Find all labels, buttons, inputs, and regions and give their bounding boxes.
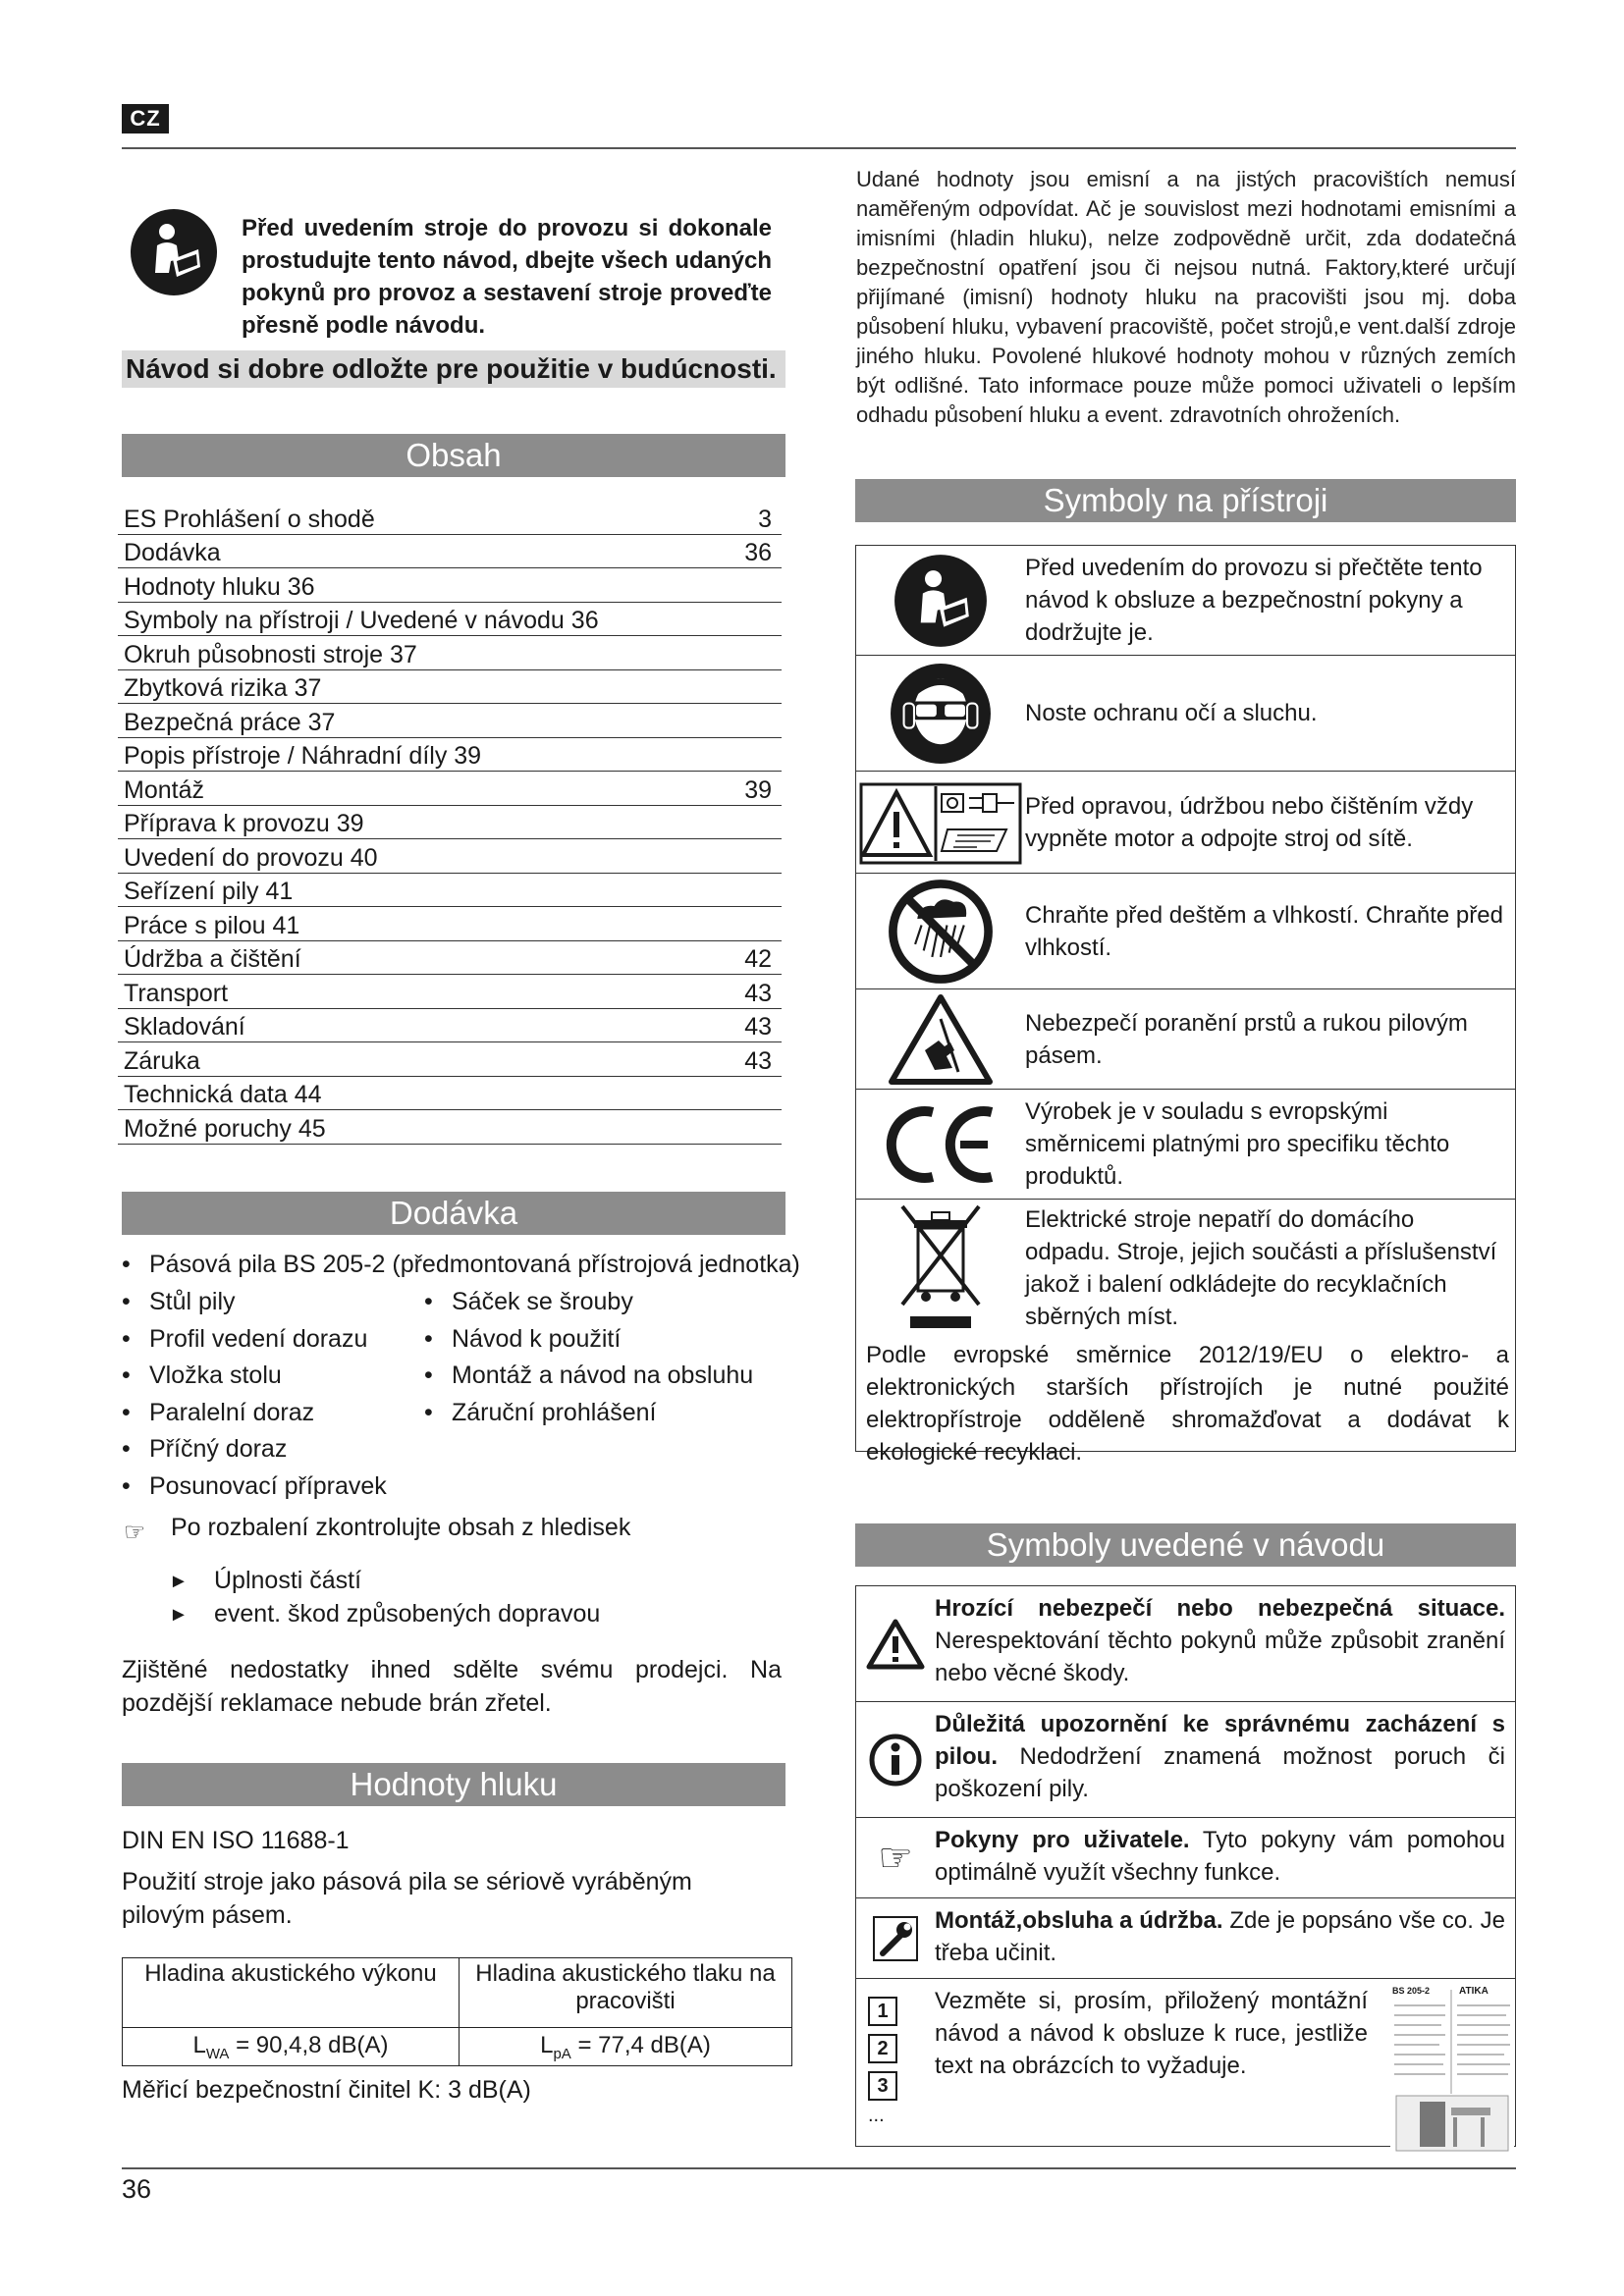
eye-ear-protection-icon xyxy=(856,656,1025,771)
device-symbols-table xyxy=(855,545,1516,1466)
step-numbers xyxy=(856,1979,935,2146)
check-item: event. škod způsobených dopravou xyxy=(214,1600,601,1628)
toc-row xyxy=(118,603,782,637)
arrow-bullet-icon: ► xyxy=(169,1571,189,1592)
emission-note: Udané hodnoty jsou emisní a na jistých pracovištích nemusí naměřeným odpovídat. Ač je souvislost mezi hodnotami emisními a imisními (hladin hluku), nelze zodpovědně určit, zda dodatečná bezpečnostní opatření jsou či nejsou nutná. Faktory,které určují přijímané (imisní) hodnoty hluku na pracovišti jsou mj. doba působení hluku, vybavení pracoviště, počet strojů,e vent.další zdroje jiného hluku. Povolené hlukové hodnoty mohou v různých zemích být odlišné. Tato informace pouze může pomoci uživateli o lepším odhadu působení hluku a event. zdravotních ohroženích. xyxy=(856,167,1516,427)
toc-row xyxy=(118,941,782,976)
toc-label: Záruka xyxy=(124,1046,200,1075)
symbol-row xyxy=(856,874,1515,989)
toc-page: 36 xyxy=(744,539,772,566)
step-number-box: 2 xyxy=(868,2034,897,2063)
delivery-item: • Paralelní doraz xyxy=(149,1395,314,1432)
warning-triangle-icon xyxy=(856,1586,935,1701)
delivery-item: • Posunovací přípravek xyxy=(149,1468,387,1506)
device-symbols-title: Symboly na přístroji xyxy=(855,479,1516,522)
toc-page: 39 xyxy=(744,775,772,804)
toc-row xyxy=(118,568,782,603)
toc-row xyxy=(118,501,782,535)
hand-injury-warning-icon xyxy=(856,989,1025,1089)
booklet-brand: ATIKA xyxy=(1459,1986,1489,1997)
symbol-row xyxy=(856,546,1515,656)
wrench-icon xyxy=(856,1898,935,1978)
symbol-row xyxy=(856,1090,1515,1200)
hand-pointer-icon: ☞ xyxy=(878,1836,913,1880)
toc-page: 43 xyxy=(744,979,772,1007)
toc-label: Zbytková rizika 37 xyxy=(124,674,322,702)
manual-booklet-thumbnail xyxy=(1390,1986,1514,2153)
symbol-text: Výrobek je v souladu s evropskými směrnicemi platnými pro specifiku těchto produktů. xyxy=(1025,1098,1450,1190)
no-rain-icon xyxy=(856,874,1025,988)
manual-symbol-text: Pokyny pro uživatele. Tyto pokyny vám pomohou optimálně využít všechny funkce. xyxy=(935,1827,1505,1886)
toc-label: Seřízení pily 41 xyxy=(124,878,294,905)
toc-row xyxy=(118,1110,782,1145)
toc-label: Uvedení do provozu 40 xyxy=(124,843,378,872)
symbol-text: Elektrické stroje nepatří do domácího odpadu. Stroje, jejich součásti a příslušenství jakož i balení odkládejte do recyklačních sběrných míst. xyxy=(1025,1206,1497,1330)
info-icon xyxy=(856,1702,935,1817)
manual-symbol-text: Důležitá upozornění ke správnému zacházení s pilou. Nedodržení znamená možnost poruch či poškození pily. xyxy=(935,1711,1505,1802)
toc-row xyxy=(118,704,782,738)
language-badge: CZ xyxy=(122,104,169,133)
toc-label: Symboly na přístroji / Uvedené v návodu 36 xyxy=(124,607,599,634)
toc-row xyxy=(118,806,782,840)
toc-label: Příprava k provozu 39 xyxy=(124,810,364,837)
symbol-text: Chraňte před deštěm a vlhkostí. Chraňte před vlhkostí. xyxy=(1025,901,1503,961)
symbol-text: Nebezpečí poranění prstů a rukou pilovým pásem. xyxy=(1025,1009,1468,1069)
toc-list xyxy=(118,501,782,1145)
step-number-box: 3 xyxy=(868,2071,897,2101)
noise-standard: DIN EN ISO 11688-1 xyxy=(122,1827,350,1854)
header-divider xyxy=(122,147,1516,149)
toc-label: Možné poruchy 45 xyxy=(124,1114,326,1143)
symbol-row xyxy=(856,1200,1515,1466)
delivery-item: • Profil vedení dorazu xyxy=(149,1321,367,1359)
toc-label: Montáž xyxy=(124,775,204,804)
weee-bin-icon xyxy=(856,1200,1025,1337)
toc-row xyxy=(118,636,782,670)
ce-mark-icon xyxy=(856,1090,1025,1199)
noise-title: Hodnoty hluku xyxy=(122,1763,785,1806)
noise-safety-factor: Měřicí bezpečnostní činitel K: 3 dB(A) xyxy=(122,2076,531,2104)
manual-symbol-text: Montáž,obsluha a údržba. Zde je popsáno vše co. Je třeba učinit. xyxy=(935,1907,1505,1966)
toc-row xyxy=(118,907,782,941)
booklet-model: BS 205-2 xyxy=(1392,1986,1431,1996)
recycling-note: Podle evropské směrnice 2012/19/EU o elektro- a elektronických starších přístrojích je nutné použité elektropřístroje odděleně shromažďovat a dodávat k ekologické recyklaci. xyxy=(866,1342,1509,1466)
toc-row xyxy=(118,670,782,705)
toc-label: Bezpečná práce 37 xyxy=(124,708,336,736)
toc-label: Technická data 44 xyxy=(124,1081,322,1108)
symbol-row xyxy=(856,989,1515,1090)
toc-row xyxy=(118,1042,782,1077)
symbol-text: Před uvedením do provozu si přečtěte tento návod k obsluze a bezpečnostní pokyny a dodržujte je. xyxy=(1025,555,1483,646)
assembly-note: Vezměte si, prosím, přiložený montážní návod a návod k obsluze k ruce, jestliže text na obrázcích to vyžaduje. xyxy=(935,1988,1368,2079)
toc-row xyxy=(118,1009,782,1043)
noise-lwa-value: $L_{WA} = 90,4,8$ dB(A) xyxy=(123,2028,460,2066)
toc-page: 42 xyxy=(744,945,772,973)
delivery-item: • Pásová pila BS 205-2 (předmontovaná přístrojová jednotka) xyxy=(149,1247,800,1284)
toc-label: Okruh působnosti stroje 37 xyxy=(124,640,417,668)
toc-row xyxy=(118,535,782,569)
toc-page: 3 xyxy=(758,505,772,533)
toc-row xyxy=(118,874,782,908)
toc-row xyxy=(118,738,782,773)
toc-label: Popis přístroje / Náhradní díly 39 xyxy=(124,742,482,770)
delivery-item: • Vložka stolu xyxy=(149,1358,282,1395)
delivery-item: • Sáček se šrouby xyxy=(452,1284,633,1321)
hand-pointer-icon: ☞ xyxy=(124,1519,146,1546)
step-ellipsis: ... xyxy=(868,2105,885,2126)
toc-label: Hodnoty hluku 36 xyxy=(124,572,315,601)
read-manual-icon xyxy=(130,208,218,296)
footer-divider xyxy=(122,2167,1516,2169)
delivery-item: • Příčný doraz xyxy=(149,1431,287,1468)
toc-row xyxy=(118,772,782,806)
unplug-before-maintenance-icon xyxy=(856,772,1025,873)
symbol-text: Před opravou, údržbou nebo čištěním vždy vypněte motor a odpojte stroj od sítě. xyxy=(1025,792,1474,852)
arrow-bullet-icon: ► xyxy=(169,1604,189,1626)
toc-row xyxy=(118,975,782,1009)
check-note: Po rozbalení zkontrolujte obsah z hledisek xyxy=(171,1514,631,1541)
toc-page: 43 xyxy=(744,1013,772,1041)
toc-title: Obsah xyxy=(122,434,785,477)
defects-note: Zjištěné nedostatky ihned sdělte svému prodejci. Na pozdější reklamace nebude brán zřetel. xyxy=(122,1656,782,1717)
delivery-title: Dodávka xyxy=(122,1192,785,1235)
symbol-text: Noste ochranu očí a sluchu. xyxy=(1025,700,1318,726)
manual-symbols-title: Symboly uvedené v návodu xyxy=(855,1523,1516,1567)
check-item: Úplnosti částí xyxy=(214,1567,362,1594)
toc-label: ES Prohlášení o shodě xyxy=(124,505,375,533)
toc-page: 43 xyxy=(744,1046,772,1075)
delivery-item: • Montáž a návod na obsluhu xyxy=(452,1358,753,1395)
noise-usage: Použití stroje jako pásová pila se sériově vyráběným pilovým pásem. xyxy=(122,1868,692,1929)
manual-symbol-row xyxy=(856,1586,1515,1702)
noise-table xyxy=(122,1957,792,2066)
toc-label: Transport xyxy=(124,979,229,1007)
keep-manual-note: Návod si dobre odložte pre použitie v budúcnosti. xyxy=(122,350,785,388)
toc-label: Práce s pilou 41 xyxy=(124,911,300,939)
symbol-row xyxy=(856,772,1515,874)
read-manual-icon xyxy=(856,546,1025,655)
delivery-item: • Stůl pily xyxy=(149,1284,236,1321)
delivery-item: • Návod k použití xyxy=(452,1321,621,1359)
toc-label: Skladování xyxy=(124,1013,245,1041)
toc-row xyxy=(118,839,782,874)
toc-row xyxy=(118,1077,782,1111)
toc-label: Údržba a čištění xyxy=(124,945,301,973)
delivery-item: • Záruční prohlášení xyxy=(452,1395,656,1432)
manual-symbol-text: Hrozící nebezpečí nebo nebezpečná situace. Nerespektování těchto pokynů může způsobit zranění nebo věcné škody. xyxy=(935,1595,1505,1686)
manual-symbol-row xyxy=(856,1818,1515,1898)
noise-header-power: Hladina akustického výkonu xyxy=(123,1958,460,2028)
manual-symbol-row xyxy=(856,1702,1515,1818)
manual-symbol-row xyxy=(856,1898,1515,1979)
noise-lpa-value: $L_{pA} = 77,4$ dB(A) xyxy=(460,2028,792,2066)
intro-warning: Před uvedením stroje do provozu si dokonale prostudujte tento návod, dbejte všech udaných pokynů pro provoz a sestavení stroje proveďte přesně podle návodu. xyxy=(242,215,772,339)
step-number-box: 1 xyxy=(868,1997,897,2026)
symbol-row xyxy=(856,656,1515,772)
page-number: 36 xyxy=(122,2174,152,2204)
noise-header-pressure: Hladina akustického tlaku na pracovišti xyxy=(460,1958,792,2028)
toc-label: Dodávka xyxy=(124,539,221,566)
